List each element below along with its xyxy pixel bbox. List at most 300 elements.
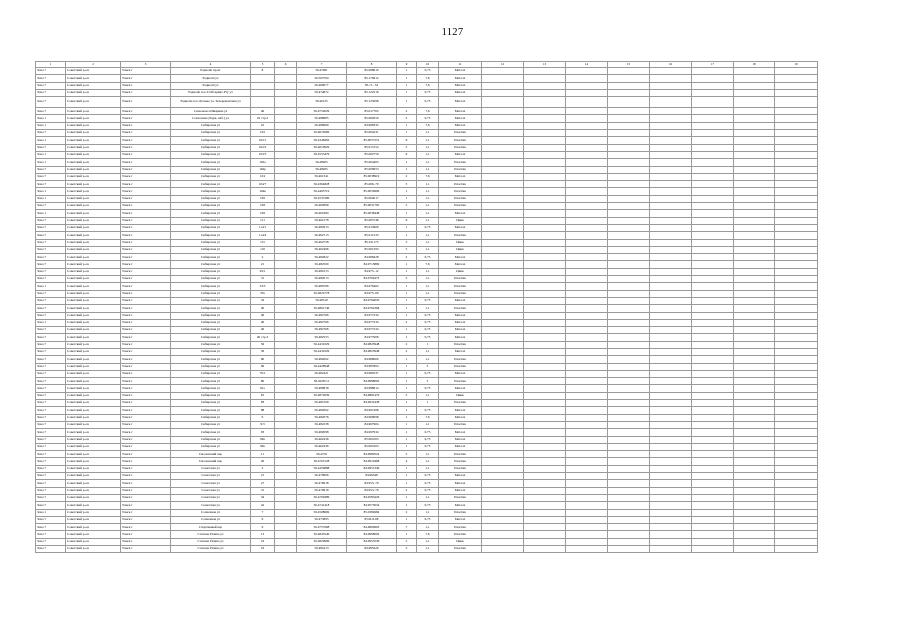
table-cell: Металл: [439, 68, 482, 75]
table-cell: [692, 421, 734, 428]
table-cell: [566, 246, 608, 253]
table-cell: 56.482013: [297, 276, 347, 283]
table-cell: Пластик: [439, 144, 482, 151]
table-cell: [608, 268, 650, 275]
table-cell: [482, 108, 524, 115]
table-cell: 56.474872: [297, 89, 347, 96]
table-cell: [734, 181, 775, 188]
table-cell: 0,75: [417, 224, 439, 231]
table-cell: [650, 283, 692, 290]
table-cell: [275, 276, 297, 283]
table-cell: Пластик: [439, 276, 482, 283]
table-cell: Металл: [439, 122, 482, 129]
table-cell: Советский р-он: [66, 137, 121, 144]
table-row: [36, 421, 818, 428]
table-cell: [608, 210, 650, 217]
page-number: 1127: [441, 27, 464, 38]
table-cell: 0,75: [417, 473, 439, 480]
table-cell: [275, 115, 297, 122]
table-cell: [275, 356, 297, 363]
table-cell: Советский р-он: [66, 421, 121, 428]
table-cell: [775, 429, 818, 436]
table-cell: Сибирская ул: [171, 283, 251, 290]
table-cell: [608, 89, 650, 96]
table-cell: [734, 458, 775, 465]
table-cell: Томск г: [121, 370, 171, 377]
table-cell: 1,1: [417, 290, 439, 297]
table-cell: 1,1: [417, 494, 439, 501]
table-cell: 56.4537280: [297, 195, 347, 202]
table-cell: Советский р-он: [66, 356, 121, 363]
table-cell: Советская ул: [171, 487, 251, 494]
table-cell: [608, 159, 650, 166]
table-cell: [775, 181, 818, 188]
table-cell: 1: [397, 68, 417, 75]
table-cell: [275, 144, 297, 151]
table-cell: [608, 181, 650, 188]
table-cell: [482, 546, 524, 553]
table-cell: 84.967904: [347, 421, 397, 428]
table-cell: 34: [251, 494, 275, 501]
table-cell: Сибирская ул: [171, 378, 251, 385]
table-cell: [734, 516, 775, 523]
table-cell: 56.4431029: [297, 341, 347, 348]
table-cell: Спортивный пер: [171, 524, 251, 531]
table-row: [36, 348, 818, 355]
table-cell: 84.969098: [347, 414, 397, 421]
table-cell: [692, 210, 734, 217]
table-cell: Металл: [439, 115, 482, 122]
table-cell: Радиопп ул: [171, 75, 251, 82]
table-cell: 56.4526711: [297, 378, 347, 385]
table-cell: 85.0057251: [347, 137, 397, 144]
table-row: [36, 480, 818, 487]
table-cell: [608, 144, 650, 151]
table-cell: [524, 378, 566, 385]
table-cell: Пластик: [439, 494, 482, 501]
table-cell: [482, 75, 524, 82]
table-cell: 46: [251, 108, 275, 115]
table-cell: [482, 407, 524, 414]
table-cell: Советский р-он: [66, 451, 121, 458]
table-cell: [482, 473, 524, 480]
table-cell: [734, 392, 775, 399]
table-cell: 11: [251, 451, 275, 458]
table-cell: Пластик: [439, 130, 482, 137]
table-cell: 56.47961: [297, 68, 347, 75]
table-cell: 40: [251, 305, 275, 312]
table-cell: [524, 276, 566, 283]
table-cell: Зона 7: [36, 400, 66, 407]
table-cell: 84.986069: [347, 356, 397, 363]
table-cell: [692, 334, 734, 341]
table-cell: [566, 283, 608, 290]
table-cell: [566, 122, 608, 129]
table-cell: [650, 531, 692, 538]
table-row: [36, 414, 818, 421]
table-cell: 56.4709489: [297, 494, 347, 501]
table-cell: Сибирская ул: [171, 239, 251, 246]
table-cell: Советский р-он: [66, 82, 121, 89]
table-cell: Советский р-он: [66, 75, 121, 82]
table-cell: 106: [251, 195, 275, 202]
table-cell: [524, 421, 566, 428]
table-cell: [275, 217, 297, 224]
table-cell: [482, 97, 524, 108]
table-cell: 85.001593: [347, 246, 397, 253]
table-cell: 102/1: [251, 137, 275, 144]
table-cell: Советская ул: [171, 473, 251, 480]
table-cell: [524, 115, 566, 122]
table-cell: [734, 546, 775, 553]
table-cell: [566, 188, 608, 195]
table-cell: [482, 203, 524, 210]
column-header: 12: [482, 62, 524, 68]
table-cell: [775, 385, 818, 392]
table-cell: 42: [251, 502, 275, 509]
table-cell: [734, 210, 775, 217]
table-cell: Зона 7: [36, 203, 66, 210]
table-cell: 56.4553479: [297, 151, 347, 158]
table-cell: 7,6: [417, 261, 439, 268]
table-cell: Пластик: [439, 524, 482, 531]
table-cell: 2: [251, 254, 275, 261]
table-cell: 0,75: [417, 115, 439, 122]
table-cell: [650, 341, 692, 348]
table-cell: [608, 276, 650, 283]
table-cell: Сибирская ул: [171, 217, 251, 224]
table-cell: [734, 305, 775, 312]
table-cell: Томск г: [121, 268, 171, 275]
table-cell: [608, 97, 650, 108]
table-cell: Томск г: [121, 465, 171, 472]
table-cell: Радиопп пос.Лесные ул. Телеремонтная ул: [171, 97, 251, 108]
table-cell: [692, 385, 734, 392]
table-cell: [482, 319, 524, 326]
table-cell: Советский р-он: [66, 166, 121, 173]
table-cell: 7: [397, 524, 417, 531]
table-cell: [650, 290, 692, 297]
table-cell: Советский р-он: [66, 334, 121, 341]
table-cell: 5: [417, 363, 439, 370]
table-cell: [275, 137, 297, 144]
table-cell: [734, 494, 775, 501]
table-cell: 84.953..79: [347, 487, 397, 494]
table-cell: 56.4459888: [297, 465, 347, 472]
table-cell: 109: [251, 210, 275, 217]
table-cell: [275, 159, 297, 166]
table-cell: 1,1: [417, 356, 439, 363]
table-cell: 56.482766: [297, 312, 347, 319]
table-cell: [608, 203, 650, 210]
table-cell: [566, 68, 608, 75]
table-cell: [482, 232, 524, 239]
table-row: [36, 297, 818, 304]
table-cell: [608, 429, 650, 436]
table-cell: [524, 217, 566, 224]
table-cell: [650, 480, 692, 487]
table-cell: Томск г: [121, 115, 171, 122]
table-cell: [775, 232, 818, 239]
column-header: 5: [251, 62, 275, 68]
table-cell: [524, 487, 566, 494]
table-cell: 84.9823948: [347, 341, 397, 348]
table-cell: Металл: [439, 436, 482, 443]
column-header: 10: [417, 62, 439, 68]
table-cell: Зона 7: [36, 181, 66, 188]
table-cell: Зона 7: [36, 305, 66, 312]
table-cell: Советский р-он: [66, 224, 121, 231]
table-cell: Зона 7: [36, 363, 66, 370]
table-cell: [692, 159, 734, 166]
table-cell: [608, 516, 650, 523]
table-cell: [524, 458, 566, 465]
table-cell: [566, 334, 608, 341]
table-cell: Зона 1: [36, 115, 66, 122]
table-cell: [275, 239, 297, 246]
table-cell: Советский р-он: [66, 151, 121, 158]
table-row: [36, 224, 818, 231]
table-cell: Пластик: [439, 232, 482, 239]
table-cell: 2: [397, 487, 417, 494]
table-cell: [775, 502, 818, 509]
table-cell: [275, 436, 297, 443]
table-cell: [692, 166, 734, 173]
table-cell: Металл: [439, 151, 482, 158]
table-cell: 1: [397, 436, 417, 443]
table-cell: [275, 531, 297, 538]
table-cell: [692, 305, 734, 312]
table-cell: [650, 370, 692, 377]
table-cell: [275, 261, 297, 268]
table-cell: [524, 290, 566, 297]
table-cell: [275, 188, 297, 195]
table-cell: [524, 312, 566, 319]
table-cell: [482, 283, 524, 290]
table-cell: [608, 465, 650, 472]
table-cell: 0,75: [417, 68, 439, 75]
table-cell: Степана Разина ул: [171, 546, 251, 553]
table-cell: [275, 341, 297, 348]
table-cell: Сибирская ул: [171, 151, 251, 158]
table-cell: 85.000953: [347, 166, 397, 173]
table-cell: Советский р-он: [66, 108, 121, 115]
table-cell: [775, 465, 818, 472]
table-cell: [524, 195, 566, 202]
table-cell: [692, 436, 734, 443]
table-cell: [650, 385, 692, 392]
table-cell: Советский р-он: [66, 203, 121, 210]
table-cell: Металл: [439, 429, 482, 436]
table-row: [36, 159, 818, 166]
table-cell: Зона 7: [36, 524, 66, 531]
table-cell: 85.005748: [347, 217, 397, 224]
table-cell: Сибирская ул: [171, 429, 251, 436]
table-row: [36, 509, 818, 516]
table-cell: 84.9762368: [347, 305, 397, 312]
table-cell: [482, 188, 524, 195]
table-cell: Пластик: [439, 188, 482, 195]
table-cell: Советский р-он: [66, 144, 121, 151]
table-cell: 56.461341: [297, 173, 347, 180]
table-cell: [775, 407, 818, 414]
table-row: [36, 407, 818, 414]
table-cell: [650, 68, 692, 75]
column-header: 15: [608, 62, 650, 68]
table-cell: [566, 400, 608, 407]
table-cell: 0,75: [417, 436, 439, 443]
table-cell: Пластик: [439, 341, 482, 348]
table-cell: 31: [251, 487, 275, 494]
table-cell: [775, 68, 818, 75]
table-cell: [524, 173, 566, 180]
table-cell: Советский р-он: [66, 268, 121, 275]
table-cell: 81а: [251, 385, 275, 392]
table-cell: [692, 261, 734, 268]
table-row: [36, 465, 818, 472]
table-cell: [650, 122, 692, 129]
table-cell: 66: [251, 363, 275, 370]
column-header: 11: [439, 62, 482, 68]
table-row: [36, 363, 818, 370]
table-cell: 56.4757998: [297, 524, 347, 531]
table-cell: [275, 151, 297, 158]
table-cell: 1: [397, 334, 417, 341]
table-cell: [734, 68, 775, 75]
column-header: 4: [171, 62, 251, 68]
table-cell: [524, 97, 566, 108]
table-cell: [524, 224, 566, 231]
table-cell: Томск г: [121, 494, 171, 501]
table-cell: [775, 82, 818, 89]
table-row: [36, 246, 818, 253]
table-cell: [566, 82, 608, 89]
table-cell: 56.480706: [297, 283, 347, 290]
table-cell: Томск г: [121, 443, 171, 450]
table-cell: [734, 166, 775, 173]
table-cell: [650, 524, 692, 531]
table-cell: [251, 89, 275, 96]
table-cell: [566, 144, 608, 151]
table-cell: [692, 283, 734, 290]
table-cell: [482, 436, 524, 443]
table-cell: 56.475895: [297, 516, 347, 523]
table-cell: Советский р-он: [66, 239, 121, 246]
table-cell: [608, 494, 650, 501]
table-cell: 2: [397, 319, 417, 326]
table-cell: Сибирская ул: [171, 334, 251, 341]
table-cell: Советский р-он: [66, 68, 121, 75]
table-cell: Зона 7: [36, 458, 66, 465]
table-cell: Томск г: [121, 203, 171, 210]
table-cell: [482, 210, 524, 217]
table-cell: Зона 7: [36, 487, 66, 494]
table-cell: [650, 130, 692, 137]
table-cell: [482, 151, 524, 158]
table-cell: [775, 108, 818, 115]
table-cell: [775, 538, 818, 545]
table-cell: [524, 451, 566, 458]
table-row: [36, 334, 818, 341]
table-cell: [482, 268, 524, 275]
table-cell: 102: [251, 130, 275, 137]
table-cell: [692, 356, 734, 363]
table-cell: [608, 217, 650, 224]
table-cell: [608, 531, 650, 538]
table-cell: Сибирская ул: [171, 363, 251, 370]
table-cell: 1: [397, 297, 417, 304]
table-cell: [608, 239, 650, 246]
table-cell: Сибирская ул: [171, 173, 251, 180]
table-cell: Сибирская ул: [171, 232, 251, 239]
table-cell: [608, 173, 650, 180]
table-row: [36, 144, 818, 151]
table-cell: 0,75: [417, 297, 439, 304]
table-cell: [734, 473, 775, 480]
table-cell: [734, 173, 775, 180]
table-cell: Зона 7: [36, 173, 66, 180]
table-cell: [524, 159, 566, 166]
table-cell: [608, 195, 650, 202]
table-cell: 0,75: [417, 480, 439, 487]
table-cell: 1: [397, 159, 417, 166]
table-cell: [650, 327, 692, 334]
table-cell: [524, 400, 566, 407]
table-row: [36, 451, 818, 458]
table-cell: [482, 224, 524, 231]
table-cell: Сибирская ул: [171, 312, 251, 319]
table-cell: Зона 7: [36, 297, 66, 304]
table-cell: [775, 203, 818, 210]
table-cell: 0,75: [417, 319, 439, 326]
table-cell: [775, 327, 818, 334]
table-cell: 85.017702: [347, 108, 397, 115]
table-cell: 0,75: [417, 487, 439, 494]
table-cell: Зона 7: [36, 290, 66, 297]
table-cell: [524, 436, 566, 443]
table-row: [36, 97, 818, 108]
table-cell: Зона 7: [36, 108, 66, 115]
table-cell: Томск г: [121, 181, 171, 188]
table-cell: 1,1: [417, 268, 439, 275]
table-cell: [482, 195, 524, 202]
table-cell: [692, 239, 734, 246]
table-cell: [775, 297, 818, 304]
table-cell: [692, 378, 734, 385]
table-cell: [692, 137, 734, 144]
table-cell: 85.0U2.68: [347, 516, 397, 523]
table-cell: [650, 254, 692, 261]
table-cell: Томск г: [121, 319, 171, 326]
table-cell: [692, 392, 734, 399]
table-cell: [692, 429, 734, 436]
table-cell: [692, 246, 734, 253]
table-cell: Томск г: [121, 348, 171, 355]
table-cell: Пластик: [439, 546, 482, 553]
table-cell: Металл: [439, 297, 482, 304]
table-cell: 7,6: [417, 414, 439, 421]
table-cell: Томск г: [121, 82, 171, 89]
table-cell: [692, 400, 734, 407]
table-cell: Зона 1: [36, 188, 66, 195]
table-cell: Зона 7: [36, 130, 66, 137]
table-cell: Сибирская ул: [171, 341, 251, 348]
table-cell: [608, 297, 650, 304]
table-cell: Томск г: [121, 451, 171, 458]
table-cell: [775, 246, 818, 253]
table-cell: [482, 334, 524, 341]
table-cell: [734, 327, 775, 334]
